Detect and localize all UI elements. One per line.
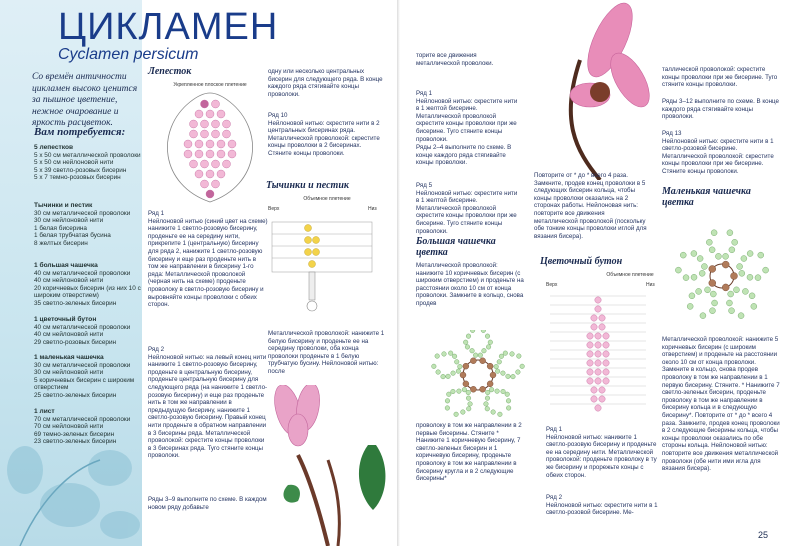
bead [699, 270, 705, 276]
bead [603, 360, 609, 366]
bead [595, 342, 601, 348]
bead [599, 396, 605, 402]
materials-group [34, 262, 144, 308]
bead [733, 287, 739, 293]
bead [470, 386, 476, 392]
bead [487, 363, 493, 369]
section-heading-stamens: Тычинки и пестик [266, 180, 349, 191]
bead [722, 261, 729, 268]
bead [184, 140, 192, 148]
bead [595, 333, 601, 339]
bead [446, 374, 451, 379]
material-heading: 1 большая чашечка [34, 262, 98, 269]
bead [190, 120, 198, 128]
bead [729, 308, 735, 314]
section-heading-bud: Цветочный бутон [540, 256, 623, 267]
label-top: Верх [268, 206, 280, 212]
bead [466, 334, 471, 339]
bead [506, 406, 511, 411]
bead [503, 351, 508, 356]
materials-group [34, 144, 144, 182]
section-heading-big-cup: Большая чашечка цветка [416, 236, 496, 258]
bead [465, 345, 470, 350]
text-block: Ряд 5 Нейлоновой нитью: скрестите нити в 1 желтой бисерине. Металлической проволокой скрестите концы проволоки при же бисерине. Туго стяните концы проволоки. [416, 182, 518, 235]
bead [206, 150, 214, 158]
bead [758, 252, 764, 258]
bead [206, 110, 214, 118]
page-title: ЦИКЛАМЕН [58, 6, 279, 48]
bead [454, 360, 459, 365]
bead [742, 288, 748, 294]
text-block: Ряды 2–4 выполните по схеме. В конце каждого ряда стягивайте концы проволоки. [416, 144, 512, 167]
bead [201, 180, 209, 188]
text-block: Ряд 2 Нейлоновой нитью: на левый конец нити нанижите 1 светло-розовую бисерину, проденьте в центральную бисерину, проденьте центральную бисерину для следующего ряда (на нанижите 1 светло-розовую бисерину) и еще раз проденьте нить в том же направлении в предыдущую бисерину, нанижите 1 светло-розовую бисерину. Правый конец нити проденьте в обратном направлении в 3 бисерины ряда. Металлической проволокой: скрестите концы проволоки в 3 бисеринах ряда. Туго стяните концы проволоки. [148, 346, 268, 460]
bead [468, 402, 473, 407]
bead [201, 160, 209, 168]
material-item: 35 светло-зеленых бисерин [34, 299, 117, 307]
section-heading-petal: Лепесток [148, 66, 192, 77]
bead [709, 247, 715, 253]
bead [466, 390, 471, 395]
bead [691, 274, 697, 280]
text-block: Ряд 1 Нейлоновой нитью: нанижите 1 светло-розовую бисерину и проденьте ее на середину нити. Металлической проволокой: проденьте проволоку в ту же бисерину и прорежьте концы с обеих сторон. [546, 426, 657, 479]
small-cup-diagram [662, 220, 782, 332]
bead [712, 300, 718, 306]
bead [726, 300, 732, 306]
bead [490, 372, 496, 378]
material-item: 5 коричневых бисерин с широким отверстием [34, 376, 135, 392]
bead [751, 303, 757, 309]
bead [506, 399, 511, 404]
bead [212, 160, 220, 168]
bead [737, 264, 743, 270]
bead [520, 364, 525, 369]
material-item: 1 белая трубчатая бусина [34, 232, 111, 240]
bead [505, 392, 510, 397]
materials-group [34, 316, 144, 346]
bead [697, 256, 703, 262]
bead [501, 371, 506, 376]
leaf-shape [100, 511, 140, 539]
bead [458, 364, 463, 369]
intro-text: Со времён античности цикламен высоко ценится за пышное цветение, нежное очарование и яркость расцветок. [32, 72, 138, 128]
material-item: 25 светло-зеленых бисерин [34, 391, 117, 399]
bead [709, 308, 715, 314]
bead [195, 150, 203, 158]
bead [463, 340, 468, 345]
material-item: 8 желтых бисерин [34, 239, 88, 247]
material-item: 30 см нейлоновой нити [34, 217, 104, 225]
bead [190, 130, 198, 138]
bead [603, 333, 609, 339]
bead [498, 412, 503, 417]
bead [445, 399, 450, 404]
bead [481, 330, 486, 333]
material-item: 30 см нейлоновой нити [34, 369, 104, 377]
bud-diagram [546, 292, 658, 416]
stamens-diagram-title: Объемное плетение [303, 196, 351, 202]
bead [595, 378, 601, 384]
bead [470, 330, 475, 333]
material-heading: Тычинки и пестик [34, 202, 93, 209]
bead [217, 140, 225, 148]
bead [463, 381, 469, 387]
text-block: Ряды 3–9 выполните по схеме. В каждом новом ряду добавьте [148, 496, 267, 511]
bead [739, 270, 745, 276]
bead [212, 180, 220, 188]
material-item: 40 см металлической проволоки [34, 323, 131, 331]
bead [442, 352, 447, 357]
text-block: Повторите от * до * всего 4 раза. Замкните, продев конец проволоки в 5 следующих бисерин кольца, чтобы концы проволоки оказались на 2 сторонах работы. Нейлоновая нить: повторите все движения металлической проволокой (поскольку обе тонкие концы проволоки иглой для вязания бисера). [534, 172, 647, 240]
material-heading: 5 лепестков [34, 144, 74, 151]
stamens-diagram [268, 214, 386, 324]
bead [460, 372, 466, 378]
bead [484, 402, 489, 407]
leaf-shape [88, 450, 132, 486]
bead [691, 251, 697, 257]
bead [591, 315, 597, 321]
bead [675, 267, 681, 273]
material-item: 30 см металлической проволоки [34, 361, 131, 369]
bead [595, 405, 601, 411]
text-block: проволоку в том же направлении в 2 первые бисерины. Стяните * Нанижите 1 коричневую бисерину, 7 светло-зеленых бисерин и 1 коричневую бисерину, проденьте проволоку в том же направлении в бисерину кругла и в 2 следующие бисерины* [416, 422, 522, 483]
bead [595, 351, 601, 357]
bead [603, 378, 609, 384]
text-block: Ряд 10 Нейлоновой нитью: скрестите нити в 2 центральных бисеринах ряда. Металлической проволокой: скрестите концы проволоки в 2 бисеринах. Стяните концы проволоки. [268, 112, 380, 157]
bead [228, 140, 236, 148]
petal-diagram [150, 90, 270, 210]
bead [741, 256, 747, 262]
material-item: 5 х 50 см металлической проволоки [34, 151, 141, 159]
bead [485, 406, 490, 411]
bead [451, 371, 456, 376]
text-block: Металлической проволокой: нанижите 1 белую бисерину и проденьте ее на середину проволоки, оба конца проволоки проденьте в 1 белую трубчатую бусину. Нейлоновой нитью: после [268, 330, 385, 375]
bead [731, 273, 738, 280]
bead [763, 267, 769, 273]
bead [470, 348, 475, 353]
bead [701, 264, 707, 270]
bead [432, 364, 437, 369]
bead [482, 348, 487, 353]
text-block: Металлической проволокой: нанижите 5 коричневых бисерин (с широким отверстием) и проденьте на расстоянии около 10 см от конца проволоки. Замкните в кольцо, снова продев проволоку в том же направлении в 1 первую бисерину. Стяните. * Нанижите 7 светло-зеленых бисерин, проденьте проволоку в том же направлении в бисерину кольца и в следующую бисерину*. Повторите от * до * всего 4 раза. Замкните, продев конец проволоки в 2 следующие бисерины кольца, чтобы концы проволоки оказались по обе стороны кольца. Нейлоновой нитью: повторите все движения металлической проволоки (обе нити ими игла для вязания бисера). [662, 336, 780, 473]
bead [603, 342, 609, 348]
materials-group [34, 354, 144, 400]
big-cup-diagram [418, 330, 538, 420]
bead [217, 150, 225, 158]
bead [587, 378, 593, 384]
bead [511, 374, 516, 379]
bead [452, 354, 457, 359]
bead [599, 324, 605, 330]
bead [195, 110, 203, 118]
bead [591, 387, 597, 393]
bead [485, 390, 490, 395]
bead [489, 387, 494, 392]
bead [461, 410, 466, 415]
bead [595, 306, 601, 312]
bead [516, 370, 521, 375]
bead [747, 274, 753, 280]
bead [445, 406, 450, 411]
label-bottom: Низ [646, 282, 655, 288]
material-heading: 1 лист [34, 408, 55, 415]
bead [201, 120, 209, 128]
material-item: 5 х 39 светло-розовых бисерин [34, 166, 127, 174]
material-item: 70 см нейлоновой нити [34, 423, 104, 431]
text-block: Ряд 1 Нейлоновой нитью (синий цвет на схеме) нанижите 1 светло-розовую бисерину, проденьте ее на середину нити, прикрепите 1 (центральную) бисерину для ряда 2, нанижите 1 светло-розовую бисерину и еще раз проденьте нить в том же направлении в бисерину 1-го ряда: Металлической проволокой (черная нить на схеме) проденьте проволоку в светло-розовую бисерину и выровняйте концы проволоки с обеих сторон. [148, 210, 268, 309]
text-block: Ряд 2 Нейлоновой нитью: скрестите нити в 1 светло-розовой бисерине. Ме- [546, 494, 658, 517]
text-block: Ряд 13 Нейлоновой нитью: скрестите нити в 1 светло-розовой бисерине. Металлической проволокой: скрестите концы проволоки при же бисерине. Стяните концы проволоки. [662, 130, 774, 175]
bead [436, 370, 441, 375]
bead [683, 275, 689, 281]
bead [700, 313, 706, 319]
bead [738, 313, 744, 319]
right-page [400, 0, 800, 546]
latin-name: Cyclamen persicum [58, 46, 199, 63]
bead [755, 275, 761, 281]
petal-diagram-title: Укрепленное плоское плетение [173, 82, 247, 88]
bead [587, 333, 593, 339]
material-item: 40 см нейлоновой нити [34, 277, 104, 285]
bead [510, 352, 515, 357]
bead [446, 392, 451, 397]
bead [727, 230, 733, 236]
bead [591, 396, 597, 402]
bead [680, 252, 686, 258]
bead [466, 396, 471, 401]
text-block: Ряд 1 Нейлоновой нитью: скрестите нити в 1 желтой бисерине. Металлической проволокой скрестите концы проволоки при же бисерине. Туго стяните концы проволоки. [416, 90, 518, 143]
bead [517, 354, 522, 359]
bead [217, 170, 225, 178]
bead [488, 340, 493, 345]
section-heading-small-cup: Маленькая чашечка цветка [662, 186, 751, 208]
text-block: торите все движения металлической проволоки. [416, 52, 494, 67]
bead [206, 170, 214, 178]
bead [689, 293, 695, 299]
bead [184, 150, 192, 158]
bead [710, 291, 716, 297]
bead [494, 364, 499, 369]
material-item: 1 белая бисерина [34, 224, 87, 232]
bead [732, 239, 738, 245]
bead [709, 280, 716, 287]
materials-group [34, 408, 144, 446]
material-heading: 1 маленькая чашечка [34, 354, 104, 361]
bead [473, 353, 478, 358]
text-block: Металлической проволокой: нанижите 10 коричневых бисерин (с широким отверстием) и проденьте на расстоянии около 10 см от конца проволоки. Замкните в кольцо, снова продев [416, 262, 524, 307]
cyclamen-photo [258, 385, 398, 546]
bead [687, 303, 693, 309]
material-item: 40 см нейлоновой нити [34, 331, 104, 339]
material-item: 69 темно-зеленых бисерин [34, 430, 115, 438]
bead [495, 369, 500, 374]
bead [501, 389, 506, 394]
bead [435, 354, 440, 359]
bead [485, 396, 490, 401]
bead [491, 410, 496, 415]
material-item: 23 светло-зеленых бисерин [34, 438, 117, 446]
bead [448, 351, 453, 356]
bead [462, 387, 467, 392]
page-number: 25 [757, 530, 768, 540]
bead [466, 406, 471, 411]
bead [495, 389, 500, 394]
bead [217, 110, 225, 118]
bead [201, 130, 209, 138]
bead [190, 160, 198, 168]
bead [696, 288, 702, 294]
bead [595, 297, 601, 303]
bead [587, 342, 593, 348]
bead [212, 130, 220, 138]
bead [223, 130, 231, 138]
bead [603, 369, 609, 375]
bead [212, 100, 220, 108]
bead [212, 120, 220, 128]
bead [487, 381, 493, 387]
material-item: 5 х 50 см нейлоновой нити [34, 159, 114, 167]
bead [480, 386, 486, 392]
bead [228, 150, 236, 158]
bead [747, 251, 753, 257]
material-item: 70 см металлической проволоки [34, 415, 131, 423]
bead [441, 374, 446, 379]
material-item: 40 см металлической проволоки [34, 269, 131, 277]
bead [499, 354, 504, 359]
bead [587, 351, 593, 357]
text-block: одну или несколько центральных бисерин для следующего ряда. В конце каждого ряда стягивайте концы проволоки. [268, 68, 383, 98]
bead [603, 351, 609, 357]
bead [587, 369, 593, 375]
bead [595, 360, 601, 366]
label-top: Верх [546, 282, 558, 288]
bead [706, 239, 712, 245]
bead [206, 190, 214, 198]
bead [715, 253, 721, 259]
need-heading: Вам потребуется: [34, 126, 126, 138]
bead [485, 334, 490, 339]
bead [728, 291, 734, 297]
material-item: 5 х 7 темно-розовых бисерин [34, 174, 121, 182]
material-item: 29 светло-розовых бисерин [34, 338, 117, 346]
bead [497, 360, 502, 365]
bead [451, 389, 456, 394]
bead [223, 160, 231, 168]
bead [587, 360, 593, 366]
text-block: Ряды 3–12 выполните по схеме. В конце каждого ряда стягивайте концы проволоки. [662, 98, 779, 121]
bead [595, 369, 601, 375]
bead [201, 100, 209, 108]
bead [470, 358, 476, 364]
bead [457, 389, 462, 394]
materials-group [34, 202, 144, 248]
bead [223, 120, 231, 128]
bead [456, 369, 461, 374]
cyclamen-flower-photo [520, 0, 660, 180]
bead [599, 387, 605, 393]
bead [711, 230, 717, 236]
bead [709, 265, 716, 272]
bud-diagram-title: Объемное плетение [606, 272, 654, 278]
bead [749, 293, 755, 299]
material-item: 20 коричневых бисерин (из них 10 с широким отверстием) [34, 284, 141, 300]
bead [729, 247, 735, 253]
leaf-shape [40, 483, 100, 527]
bead [206, 140, 214, 148]
bead [463, 363, 469, 369]
bead [723, 253, 729, 259]
bead [599, 315, 605, 321]
bead [195, 140, 203, 148]
bead [722, 284, 729, 291]
bead [478, 353, 483, 358]
bead [506, 374, 511, 379]
bead [486, 345, 491, 350]
bead [454, 412, 459, 417]
label-bottom: Низ [368, 206, 377, 212]
leaf-shape [7, 446, 43, 494]
material-item: 30 см металлической проволоки [34, 209, 131, 217]
material-heading: 1 цветочный бутон [34, 316, 97, 323]
bead [591, 324, 597, 330]
bead [195, 170, 203, 178]
text-block: таллической проволокой: скрестите концы проволоки при же бисерине. Туго стяните концы проволоки. [662, 66, 778, 89]
bead [480, 358, 486, 364]
bead [705, 287, 711, 293]
